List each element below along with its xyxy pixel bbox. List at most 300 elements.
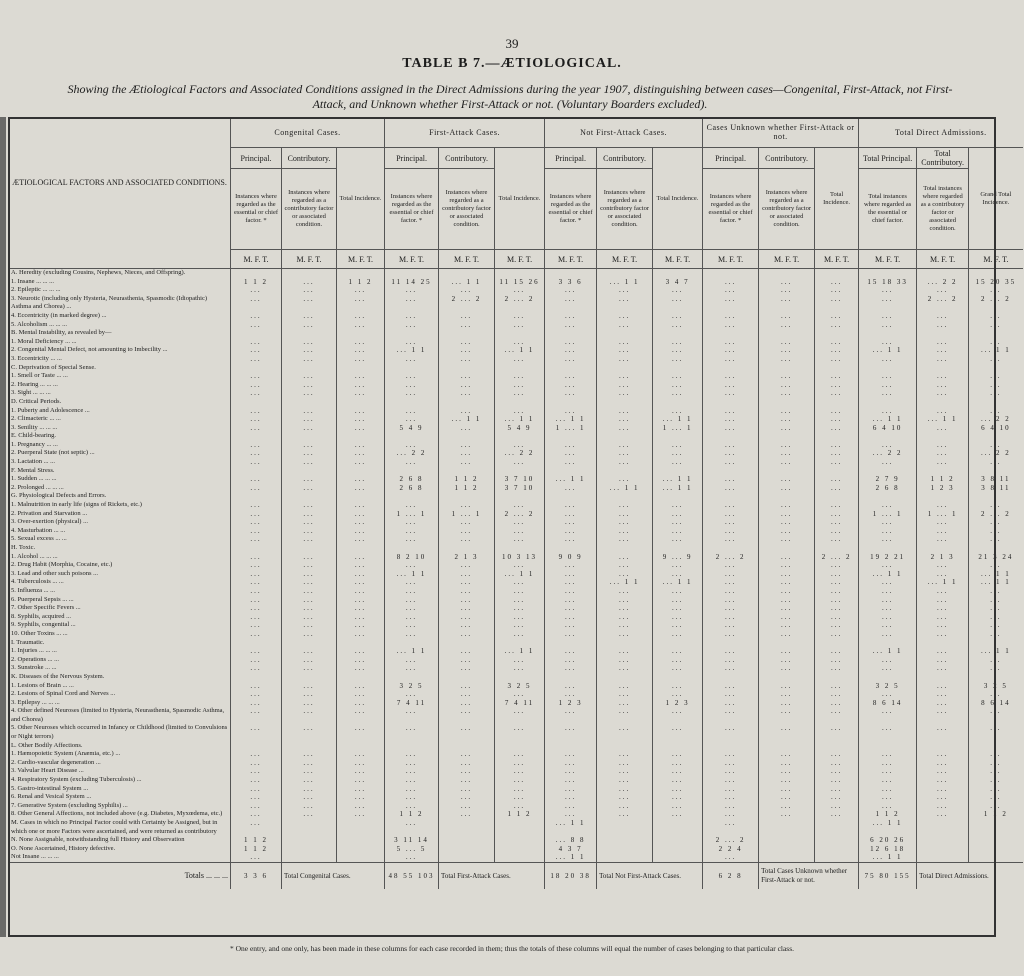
row-cell: ... bbox=[545, 724, 597, 741]
row-cell: ... bbox=[545, 535, 597, 544]
mft-header: M. F. T. bbox=[439, 250, 495, 269]
row-cell: ... 1 1 bbox=[385, 570, 439, 579]
row-cell: ... bbox=[231, 441, 282, 450]
row-cell: ... bbox=[385, 724, 439, 741]
row-cell: ... bbox=[597, 518, 653, 527]
row-cell: ... bbox=[703, 802, 759, 811]
mft-header: M. F. T. bbox=[495, 250, 545, 269]
row-cell: ... bbox=[337, 286, 385, 295]
row-cell: ... bbox=[703, 355, 759, 364]
row-cell: ... bbox=[815, 656, 859, 665]
row-cell: ... bbox=[969, 613, 1023, 622]
row-cell: ... bbox=[545, 561, 597, 570]
row-cell: ... bbox=[917, 699, 969, 708]
group-not-first-attack: Not First-Attack Cases. bbox=[545, 117, 703, 148]
row-cell: ... bbox=[597, 501, 653, 510]
row-cell: ... bbox=[545, 295, 597, 312]
row-cell: 1 ... 1 bbox=[439, 510, 495, 519]
row-cell: ... bbox=[385, 621, 439, 630]
row-cell: ... bbox=[231, 510, 282, 519]
row-cell: ... bbox=[759, 647, 815, 656]
row-label: 3. Sunstroke ... ... bbox=[9, 664, 231, 673]
row-cell: ... 2 2 bbox=[495, 449, 545, 458]
row-cell: ... bbox=[337, 458, 385, 467]
row-cell: ... bbox=[815, 621, 859, 630]
row-cell: 3 2 5 bbox=[385, 682, 439, 691]
row-cell: ... bbox=[653, 656, 703, 665]
row-cell: 8 2 10 bbox=[385, 553, 439, 562]
row-cell: ... bbox=[337, 596, 385, 605]
row-cell: ... bbox=[597, 759, 653, 768]
row-cell: ... bbox=[545, 647, 597, 656]
row-cell: ... bbox=[597, 346, 653, 355]
row-cell: ... bbox=[439, 604, 495, 613]
row-cell: ... bbox=[439, 424, 495, 433]
row-cell: ... bbox=[231, 630, 282, 639]
row-cell: ... bbox=[917, 561, 969, 570]
row-cell: ... bbox=[759, 372, 815, 381]
desc-principal: Instances where regarded as the essential or chief factor. * bbox=[545, 169, 597, 250]
row-cell: ... bbox=[917, 407, 969, 416]
row-cell: ... bbox=[495, 561, 545, 570]
row-cell: ... bbox=[703, 647, 759, 656]
row-cell: ... bbox=[597, 570, 653, 579]
row-cell: ... bbox=[969, 407, 1023, 416]
row-cell: ... bbox=[917, 664, 969, 673]
mft-header: M. F. T. bbox=[231, 250, 282, 269]
row-cell: ... bbox=[759, 630, 815, 639]
row-cell: ... bbox=[703, 424, 759, 433]
row-cell: ... bbox=[337, 630, 385, 639]
row-cell: ... bbox=[439, 407, 495, 416]
row-cell: ... bbox=[969, 389, 1023, 398]
group-total: Total Direct Admissions. bbox=[859, 117, 1023, 148]
row-cell: ... bbox=[859, 621, 917, 630]
row-cell: ... bbox=[495, 355, 545, 364]
row-cell: ... bbox=[597, 613, 653, 622]
row-cell: ... bbox=[859, 724, 917, 741]
row-cell: ... bbox=[917, 759, 969, 768]
row-cell: ... bbox=[759, 587, 815, 596]
row-cell: ... bbox=[495, 407, 545, 416]
row-label: 3. Lactation ... ... bbox=[9, 458, 231, 467]
row-cell: ... bbox=[703, 381, 759, 390]
row-cell: ... bbox=[653, 449, 703, 458]
row-cell: ... bbox=[282, 621, 337, 630]
row-cell: ... bbox=[282, 286, 337, 295]
row-cell: ... bbox=[439, 527, 495, 536]
row-cell: ... bbox=[337, 381, 385, 390]
row-cell: ... bbox=[385, 613, 439, 622]
row-cell: ... bbox=[859, 381, 917, 390]
row-cell: ... bbox=[439, 776, 495, 785]
row-cell: ... bbox=[597, 690, 653, 699]
row-cell: ... bbox=[653, 621, 703, 630]
row-label: 2. Privation and Starvation ... bbox=[9, 510, 231, 519]
row-cell: ... bbox=[969, 724, 1023, 741]
row-cell: ... bbox=[759, 510, 815, 519]
row-cell: ... 2 2 bbox=[385, 449, 439, 458]
row-cell: ... bbox=[231, 690, 282, 699]
row-cell: ... bbox=[439, 286, 495, 295]
row-cell: ... bbox=[439, 389, 495, 398]
row-cell: ... bbox=[653, 707, 703, 724]
row-cell: ... bbox=[231, 346, 282, 355]
row-cell: ... bbox=[969, 587, 1023, 596]
row-cell: ... bbox=[282, 501, 337, 510]
row-cell: ... bbox=[653, 355, 703, 364]
row-cell: ... bbox=[917, 527, 969, 536]
row-label: 4. Respiratory System (excluding Tuberculosis) ... bbox=[9, 776, 231, 785]
group-first-attack: First-Attack Cases. bbox=[385, 117, 545, 148]
desc-incidence: Total Incidence. bbox=[815, 148, 859, 250]
row-cell: ... bbox=[597, 458, 653, 467]
mft-header: M. F. T. bbox=[969, 250, 1023, 269]
sub-contributory: Contributory. bbox=[597, 148, 653, 169]
row-cell: ... bbox=[759, 785, 815, 794]
row-cell: ... bbox=[439, 535, 495, 544]
row-cell: ... bbox=[917, 458, 969, 467]
row-cell: ... bbox=[231, 321, 282, 330]
desc-principal: Instances where regarded as the essential or chief factor. * bbox=[703, 169, 759, 250]
row-label: 3. Neurotic (including only Hysteria, Neurasthenia, Spasmodic (Idiopathic) Asthma and Chorea) ... bbox=[9, 295, 231, 312]
row-cell: ... bbox=[282, 750, 337, 759]
row-cell: ... bbox=[703, 449, 759, 458]
sub-contributory: Contributory. bbox=[439, 148, 495, 169]
row-cell: ... bbox=[917, 707, 969, 724]
row-cell: ... bbox=[815, 750, 859, 759]
row-cell: ... bbox=[917, 656, 969, 665]
row-cell: ... bbox=[917, 630, 969, 639]
row-cell: ... bbox=[337, 664, 385, 673]
row-cell: 3 4 7 bbox=[653, 278, 703, 287]
row-cell: ... bbox=[439, 501, 495, 510]
row-cell: ... bbox=[703, 561, 759, 570]
row-label: 4. Eccentricity (in marked degree) ... bbox=[9, 312, 231, 321]
row-cell: ... bbox=[231, 699, 282, 708]
row-cell: ... bbox=[703, 407, 759, 416]
mft-header: M. F. T. bbox=[759, 250, 815, 269]
row-cell: ... bbox=[597, 527, 653, 536]
row-label: 5. Alcoholism ... ... ... bbox=[9, 321, 231, 330]
row-cell: ... bbox=[439, 449, 495, 458]
row-cell: ... bbox=[439, 767, 495, 776]
row-cell: ... bbox=[917, 441, 969, 450]
row-label: A. Heredity (excluding Cousins, Nephews, Nieces, and Offspring). bbox=[9, 269, 231, 278]
row-cell: ... bbox=[703, 596, 759, 605]
row-label: 2. Climacteric ... ... bbox=[9, 415, 231, 424]
row-cell: ... bbox=[759, 424, 815, 433]
row-cell: ... bbox=[337, 587, 385, 596]
row-cell: ... bbox=[815, 346, 859, 355]
row-cell: ... bbox=[385, 441, 439, 450]
row-cell: ... bbox=[439, 312, 495, 321]
row-cell: 2 ... 2 bbox=[815, 553, 859, 562]
row-cell: ... bbox=[703, 682, 759, 691]
row-cell: ... bbox=[653, 381, 703, 390]
row-cell: ... bbox=[859, 321, 917, 330]
row-cell: ... bbox=[917, 372, 969, 381]
row-cell: ... bbox=[859, 759, 917, 768]
row-cell: ... bbox=[859, 338, 917, 347]
row-cell: ... bbox=[815, 682, 859, 691]
row-cell: ... bbox=[495, 621, 545, 630]
row-cell: ... bbox=[545, 484, 597, 493]
row-cell: ... bbox=[597, 630, 653, 639]
row-cell: ... bbox=[653, 518, 703, 527]
row-cell: ... bbox=[597, 321, 653, 330]
row-cell: ... bbox=[815, 664, 859, 673]
row-cell: ... bbox=[282, 535, 337, 544]
row-cell: ... bbox=[859, 372, 917, 381]
row-cell: ... 1 1 bbox=[859, 415, 917, 424]
row-cell: ... 2 2 bbox=[917, 278, 969, 287]
row-cell: ... bbox=[282, 767, 337, 776]
row-cell: ... bbox=[282, 484, 337, 493]
row-cell: 3 2 5 bbox=[495, 682, 545, 691]
row-cell: ... bbox=[597, 664, 653, 673]
row-cell: ... bbox=[545, 510, 597, 519]
row-cell: ... bbox=[385, 604, 439, 613]
row-cell: ... bbox=[337, 561, 385, 570]
row-cell: ... bbox=[759, 501, 815, 510]
row-label: 1. Lesions of Brain ... ... bbox=[9, 682, 231, 691]
row-cell: ... bbox=[859, 596, 917, 605]
row-label: K. Diseases of the Nervous System. bbox=[9, 673, 231, 682]
row-cell: ... 1 1 bbox=[545, 415, 597, 424]
row-cell: ... bbox=[917, 613, 969, 622]
row-cell: ... bbox=[545, 613, 597, 622]
row-cell: ... bbox=[917, 724, 969, 741]
row-cell: ... bbox=[545, 785, 597, 794]
row-cell: ... bbox=[969, 793, 1023, 802]
row-cell: ... bbox=[703, 776, 759, 785]
row-label: E. Child-bearing. bbox=[9, 432, 231, 441]
row-cell: ... bbox=[337, 355, 385, 364]
row-cell: ... bbox=[231, 407, 282, 416]
row-cell: ... bbox=[495, 587, 545, 596]
row-cell: ... 1 1 bbox=[495, 346, 545, 355]
row-cell: ... bbox=[439, 441, 495, 450]
totals-notfirst-note: Total Not First-Attack Cases. bbox=[597, 862, 703, 889]
row-cell: ... bbox=[759, 389, 815, 398]
row-cell: ... bbox=[231, 553, 282, 562]
table-subtitle: Showing the Ætiological Factors and Associated Conditions assigned in the Direct Admissions during the year 1907, distinguishing between cases—Congenital, First-Attack, not First-Attack, and Unknown whether First-Attack or not. (Voluntary Boarders excluded). bbox=[67, 82, 953, 111]
row-label: 2. Prolonged ... ... ... bbox=[9, 484, 231, 493]
row-cell: ... bbox=[759, 441, 815, 450]
row-cell: ... bbox=[439, 346, 495, 355]
row-cell: ... bbox=[385, 295, 439, 312]
row-cell: ... 1 1 bbox=[385, 346, 439, 355]
row-label: 4. Other defined Neuroses (limited to Hysteria, Neurasthenia, Spasmodic Asthma, and Chorea) bbox=[9, 707, 231, 724]
row-cell: ... bbox=[385, 372, 439, 381]
row-cell: ... bbox=[597, 389, 653, 398]
row-cell: ... bbox=[815, 338, 859, 347]
sub-total-principal: Total Principal. bbox=[859, 148, 917, 169]
row-cell: ... bbox=[337, 527, 385, 536]
row-cell: ... bbox=[653, 682, 703, 691]
row-cell: ... bbox=[337, 415, 385, 424]
row-cell: ... bbox=[231, 415, 282, 424]
row-cell: ... bbox=[703, 707, 759, 724]
row-cell: ... bbox=[337, 389, 385, 398]
row-cell: ... bbox=[703, 621, 759, 630]
row-cell: ... bbox=[337, 424, 385, 433]
row-cell: ... bbox=[337, 647, 385, 656]
row-cell: ... bbox=[815, 785, 859, 794]
row-cell: ... bbox=[385, 767, 439, 776]
row-cell: 6 4 10 bbox=[859, 424, 917, 433]
row-cell: ... bbox=[759, 570, 815, 579]
row-label: 1. Sudden ... ... ... bbox=[9, 475, 231, 484]
row-cell: ... bbox=[282, 338, 337, 347]
row-cell: ... bbox=[439, 699, 495, 708]
row-cell: ... bbox=[337, 518, 385, 527]
row-cell: ... bbox=[703, 630, 759, 639]
desc-incidence: Total Incidence. bbox=[337, 148, 385, 250]
row-cell: ... 2 2 bbox=[859, 449, 917, 458]
row-cell: ... bbox=[231, 424, 282, 433]
row-cell: ... bbox=[653, 441, 703, 450]
row-cell: 21 3 24 bbox=[969, 553, 1023, 562]
row-cell: 1 1 2 bbox=[337, 278, 385, 287]
row-cell: ... bbox=[653, 510, 703, 519]
row-cell: ... bbox=[385, 561, 439, 570]
row-cell: ... bbox=[969, 338, 1023, 347]
row-cell: ... bbox=[859, 604, 917, 613]
row-cell: ... bbox=[495, 785, 545, 794]
row-cell: ... bbox=[231, 535, 282, 544]
row-cell: ... bbox=[439, 630, 495, 639]
row-cell: ... bbox=[703, 295, 759, 312]
row-cell: ... bbox=[385, 535, 439, 544]
desc-principal: Instances where regarded as the essential or chief factor. * bbox=[231, 169, 282, 250]
row-cell: ... bbox=[495, 535, 545, 544]
row-cell: ... bbox=[495, 596, 545, 605]
row-cell: ... bbox=[859, 355, 917, 364]
row-cell: ... bbox=[545, 587, 597, 596]
row-cell: ... bbox=[815, 724, 859, 741]
row-cell: 2 6 8 bbox=[385, 484, 439, 493]
row-cell: ... bbox=[703, 578, 759, 587]
row-cell: ... bbox=[917, 346, 969, 355]
row-cell: ... bbox=[859, 535, 917, 544]
row-cell: ... bbox=[653, 604, 703, 613]
row-cell: ... bbox=[545, 707, 597, 724]
row-cell: ... bbox=[815, 449, 859, 458]
row-cell: ... bbox=[703, 587, 759, 596]
row-cell: ... bbox=[969, 664, 1023, 673]
row-label: 2. Congenital Mental Defect, not amounting to Imbecility ... bbox=[9, 346, 231, 355]
row-cell: ... bbox=[969, 759, 1023, 768]
row-label: 2. Cardio-vascular degeneration ... bbox=[9, 759, 231, 768]
row-cell: ... bbox=[282, 381, 337, 390]
row-cell: ... bbox=[859, 776, 917, 785]
row-label: 5. Other Neuroses which occurred in Infancy or Childhood (limited to Convulsions or Night terrors) bbox=[9, 724, 231, 741]
row-cell: ... 1 1 bbox=[495, 415, 545, 424]
row-cell: ... bbox=[282, 278, 337, 287]
row-cell: ... bbox=[597, 793, 653, 802]
row-cell: ... bbox=[231, 819, 282, 836]
row-cell: ... bbox=[815, 810, 859, 819]
row-cell: 3 8 11 bbox=[969, 475, 1023, 484]
row-cell: ... bbox=[385, 785, 439, 794]
row-cell: ... bbox=[703, 338, 759, 347]
row-cell: 19 2 21 bbox=[859, 553, 917, 562]
row-cell: ... bbox=[653, 295, 703, 312]
desc-contributory: Instances where regarded as a contributory factor or associated condition. bbox=[439, 169, 495, 250]
row-cell: ... bbox=[703, 750, 759, 759]
row-cell: ... bbox=[653, 587, 703, 596]
row-label: 6. Puerperal Sepsis ... ... bbox=[9, 596, 231, 605]
row-cell: ... bbox=[653, 501, 703, 510]
row-cell: ... bbox=[969, 596, 1023, 605]
row-cell: 15 18 33 bbox=[859, 278, 917, 287]
row-cell: 11 14 25 bbox=[385, 278, 439, 287]
row-cell: ... bbox=[859, 707, 917, 724]
row-cell: 3 7 10 bbox=[495, 475, 545, 484]
row-cell: 1 1 2 bbox=[439, 484, 495, 493]
row-cell: ... bbox=[815, 767, 859, 776]
row-cell: ... bbox=[282, 630, 337, 639]
row-cell: ... bbox=[703, 441, 759, 450]
row-cell: ... bbox=[653, 785, 703, 794]
row-cell: ... bbox=[703, 819, 759, 836]
row-cell: ... bbox=[815, 475, 859, 484]
row-cell: ... bbox=[597, 604, 653, 613]
row-cell: ... bbox=[815, 441, 859, 450]
row-cell: ... bbox=[439, 690, 495, 699]
row-cell: ... bbox=[815, 407, 859, 416]
row-cell: ... bbox=[969, 441, 1023, 450]
row-cell: ... bbox=[859, 295, 917, 312]
row-cell: ... bbox=[969, 707, 1023, 724]
row-cell: ... 1 1 bbox=[385, 647, 439, 656]
row-cell: ... bbox=[859, 613, 917, 622]
row-cell: 15 20 35 bbox=[969, 278, 1023, 287]
row-cell: ... bbox=[439, 785, 495, 794]
row-cell: ... bbox=[337, 767, 385, 776]
row-cell: ... bbox=[385, 759, 439, 768]
row-cell: ... bbox=[282, 553, 337, 562]
row-cell: ... bbox=[969, 286, 1023, 295]
row-cell: ... bbox=[759, 295, 815, 312]
row-cell: ... bbox=[917, 785, 969, 794]
row-cell: ... bbox=[231, 372, 282, 381]
row-cell: ... bbox=[385, 690, 439, 699]
row-cell: ... 1 1 bbox=[439, 278, 495, 287]
row-cell: ... bbox=[282, 570, 337, 579]
row-cell: ... bbox=[337, 604, 385, 613]
row-cell: ... 1 1 bbox=[859, 853, 917, 862]
row-cell: ... bbox=[917, 802, 969, 811]
row-cell: ... bbox=[282, 656, 337, 665]
row-cell: 1 1 2 bbox=[439, 475, 495, 484]
row-cell: ... bbox=[597, 372, 653, 381]
row-cell: ... bbox=[545, 518, 597, 527]
mft-header: M. F. T. bbox=[815, 250, 859, 269]
row-cell: ... bbox=[495, 707, 545, 724]
row-cell: ... bbox=[231, 475, 282, 484]
row-cell: ... bbox=[703, 759, 759, 768]
row-cell: ... bbox=[597, 750, 653, 759]
totals-unknown: 6 2 8 bbox=[703, 862, 759, 889]
row-cell: ... bbox=[545, 527, 597, 536]
row-cell: ... bbox=[703, 664, 759, 673]
row-cell: ... bbox=[969, 750, 1023, 759]
row-cell: ... bbox=[231, 785, 282, 794]
row-cell: ... bbox=[385, 596, 439, 605]
